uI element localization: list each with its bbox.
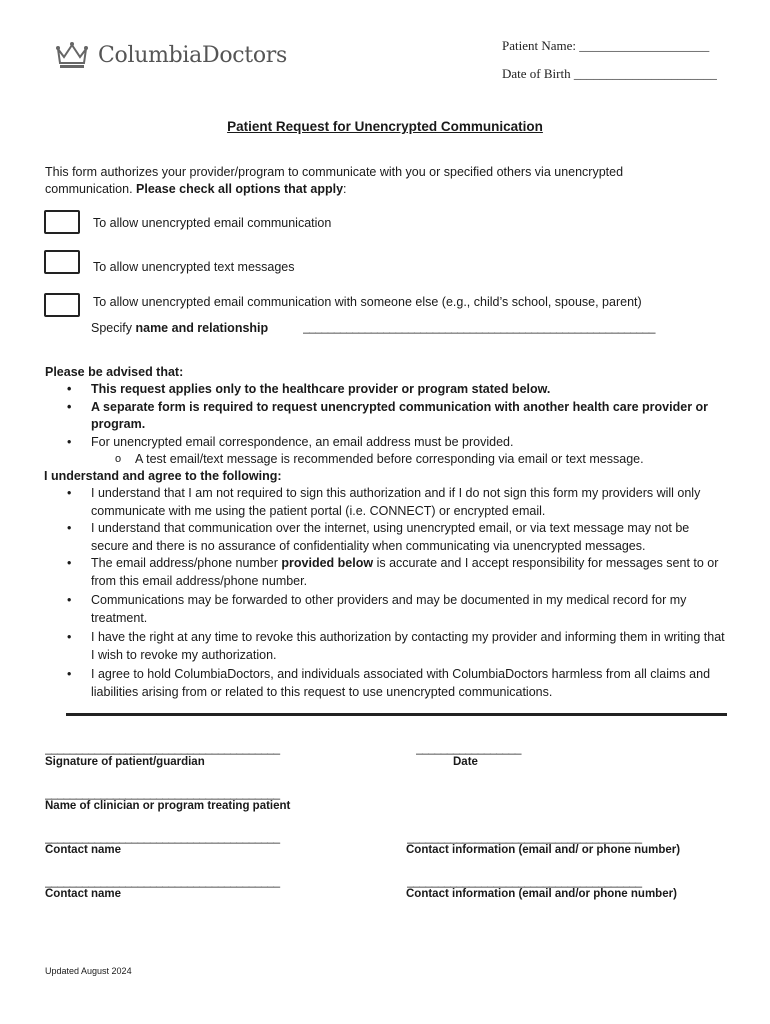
footer-updated: Updated August 2024 xyxy=(45,966,132,976)
text-option-label: To allow unencrypted text messages xyxy=(93,260,295,274)
intro-bold: Please check all options that apply xyxy=(136,182,344,196)
dob-field xyxy=(502,66,717,82)
intro-text: This form authorizes your provider/program to communicate with you or specified others via unencrypted communication. xyxy=(45,165,624,196)
contact-info-label-2: Contact information (email and/or phone number) xyxy=(406,888,677,900)
clinician-label: Name of clinician or program treating patient xyxy=(45,800,291,812)
contact-name-line-2[interactable]: ______________________________________ xyxy=(45,874,280,888)
date-line[interactable]: _________________ xyxy=(416,741,521,755)
email-option-label: To allow unencrypted email communication xyxy=(93,216,332,230)
columbia-doctors-logo xyxy=(54,38,287,72)
contact-name-label-2: Contact name xyxy=(45,888,122,900)
specify-bold: name and relationship xyxy=(135,321,269,335)
agree-item: • I understand that I am not required to sign this authorization and if I do not sign this form my providers will only communicate with me using the patient portal (i.e. CONNECT) or encrypted email. xyxy=(45,485,725,520)
contact-name-line-1[interactable]: ______________________________________ xyxy=(45,830,280,844)
contact-name-label-1: Contact name xyxy=(45,844,122,856)
advised-item: • This request applies only to the healthcare provider or program stated below. xyxy=(45,381,725,399)
someone-else-option-checkbox[interactable] xyxy=(44,293,80,317)
contact-info-line-2[interactable]: ______________________________________ xyxy=(407,874,642,888)
someone-else-option-label: To allow unencrypted email communication with someone else (e.g., child’s school, spouse, parent) xyxy=(93,295,642,309)
specify-blank[interactable]: _________________________________________________________ xyxy=(303,320,655,334)
email-item-post: is accurate and I accept responsibility for messages sent to or from this email address/phone number. xyxy=(91,556,719,588)
patient-name-blank[interactable]: ____________________ xyxy=(579,38,710,53)
advised-section xyxy=(45,364,725,701)
advised-item: • A separate form is required to request unencrypted communication with another health care provider or program. xyxy=(45,399,725,434)
email-item-pre: The email address/phone number xyxy=(91,556,278,570)
advised-subitem: o A test email/text message is recommended before corresponding via email or text message. xyxy=(45,451,725,468)
agree-heading: I understand and agree to the following: xyxy=(44,469,282,483)
crown-icon xyxy=(54,39,90,71)
specify-prefix: Specify xyxy=(91,321,132,335)
agree-item: • Communications may be forwarded to other providers and may be documented in my medical record for my treatment. xyxy=(45,592,725,627)
contact-info-line-1[interactable]: ______________________________________ xyxy=(407,830,642,844)
patient-name-field xyxy=(502,38,709,54)
contact-info-label-1: Contact information (email and/ or phone number) xyxy=(406,844,681,856)
email-option-checkbox[interactable] xyxy=(44,210,80,234)
intro-tail: : xyxy=(343,182,347,196)
email-item-bold: provided below xyxy=(281,556,374,570)
text-option-checkbox[interactable] xyxy=(44,250,80,274)
brand-name: ColumbiaDoctors xyxy=(98,42,287,68)
specify-row xyxy=(91,321,268,335)
patient-name-label: Patient Name: xyxy=(502,38,577,53)
section-divider xyxy=(66,713,727,716)
advised-heading: Please be advised that: xyxy=(45,365,184,379)
agree-item: • I have the right at any time to revoke this authorization by contacting my provider and informing them in writing that I wish to revoke my authorization. xyxy=(45,629,725,664)
agree-item: • I understand that communication over the internet, using unencrypted email, or via text message may not be secure and there is no assurance of confidentiality when communicating via unencrypted messages. xyxy=(45,520,725,555)
dob-label: Date of Birth xyxy=(502,66,571,81)
signature-label: Signature of patient/guardian xyxy=(45,756,205,768)
advised-item: • For unencrypted email correspondence, an email address must be provided. xyxy=(45,434,725,452)
dob-blank[interactable]: ______________________ xyxy=(573,66,717,81)
clinician-line[interactable]: ______________________________________ xyxy=(45,786,280,800)
page-title: Patient Request for Unencrypted Communication xyxy=(227,119,543,134)
intro-paragraph xyxy=(45,164,705,198)
agree-item: • I agree to hold ColumbiaDoctors, and individuals associated with ColumbiaDoctors harmless from all claims and liabilities arising from or related to this request to use unencrypted communications. xyxy=(45,666,725,701)
signature-line[interactable]: ______________________________________ xyxy=(45,741,280,755)
date-label: Date xyxy=(453,756,478,768)
agree-item-email xyxy=(45,555,725,590)
